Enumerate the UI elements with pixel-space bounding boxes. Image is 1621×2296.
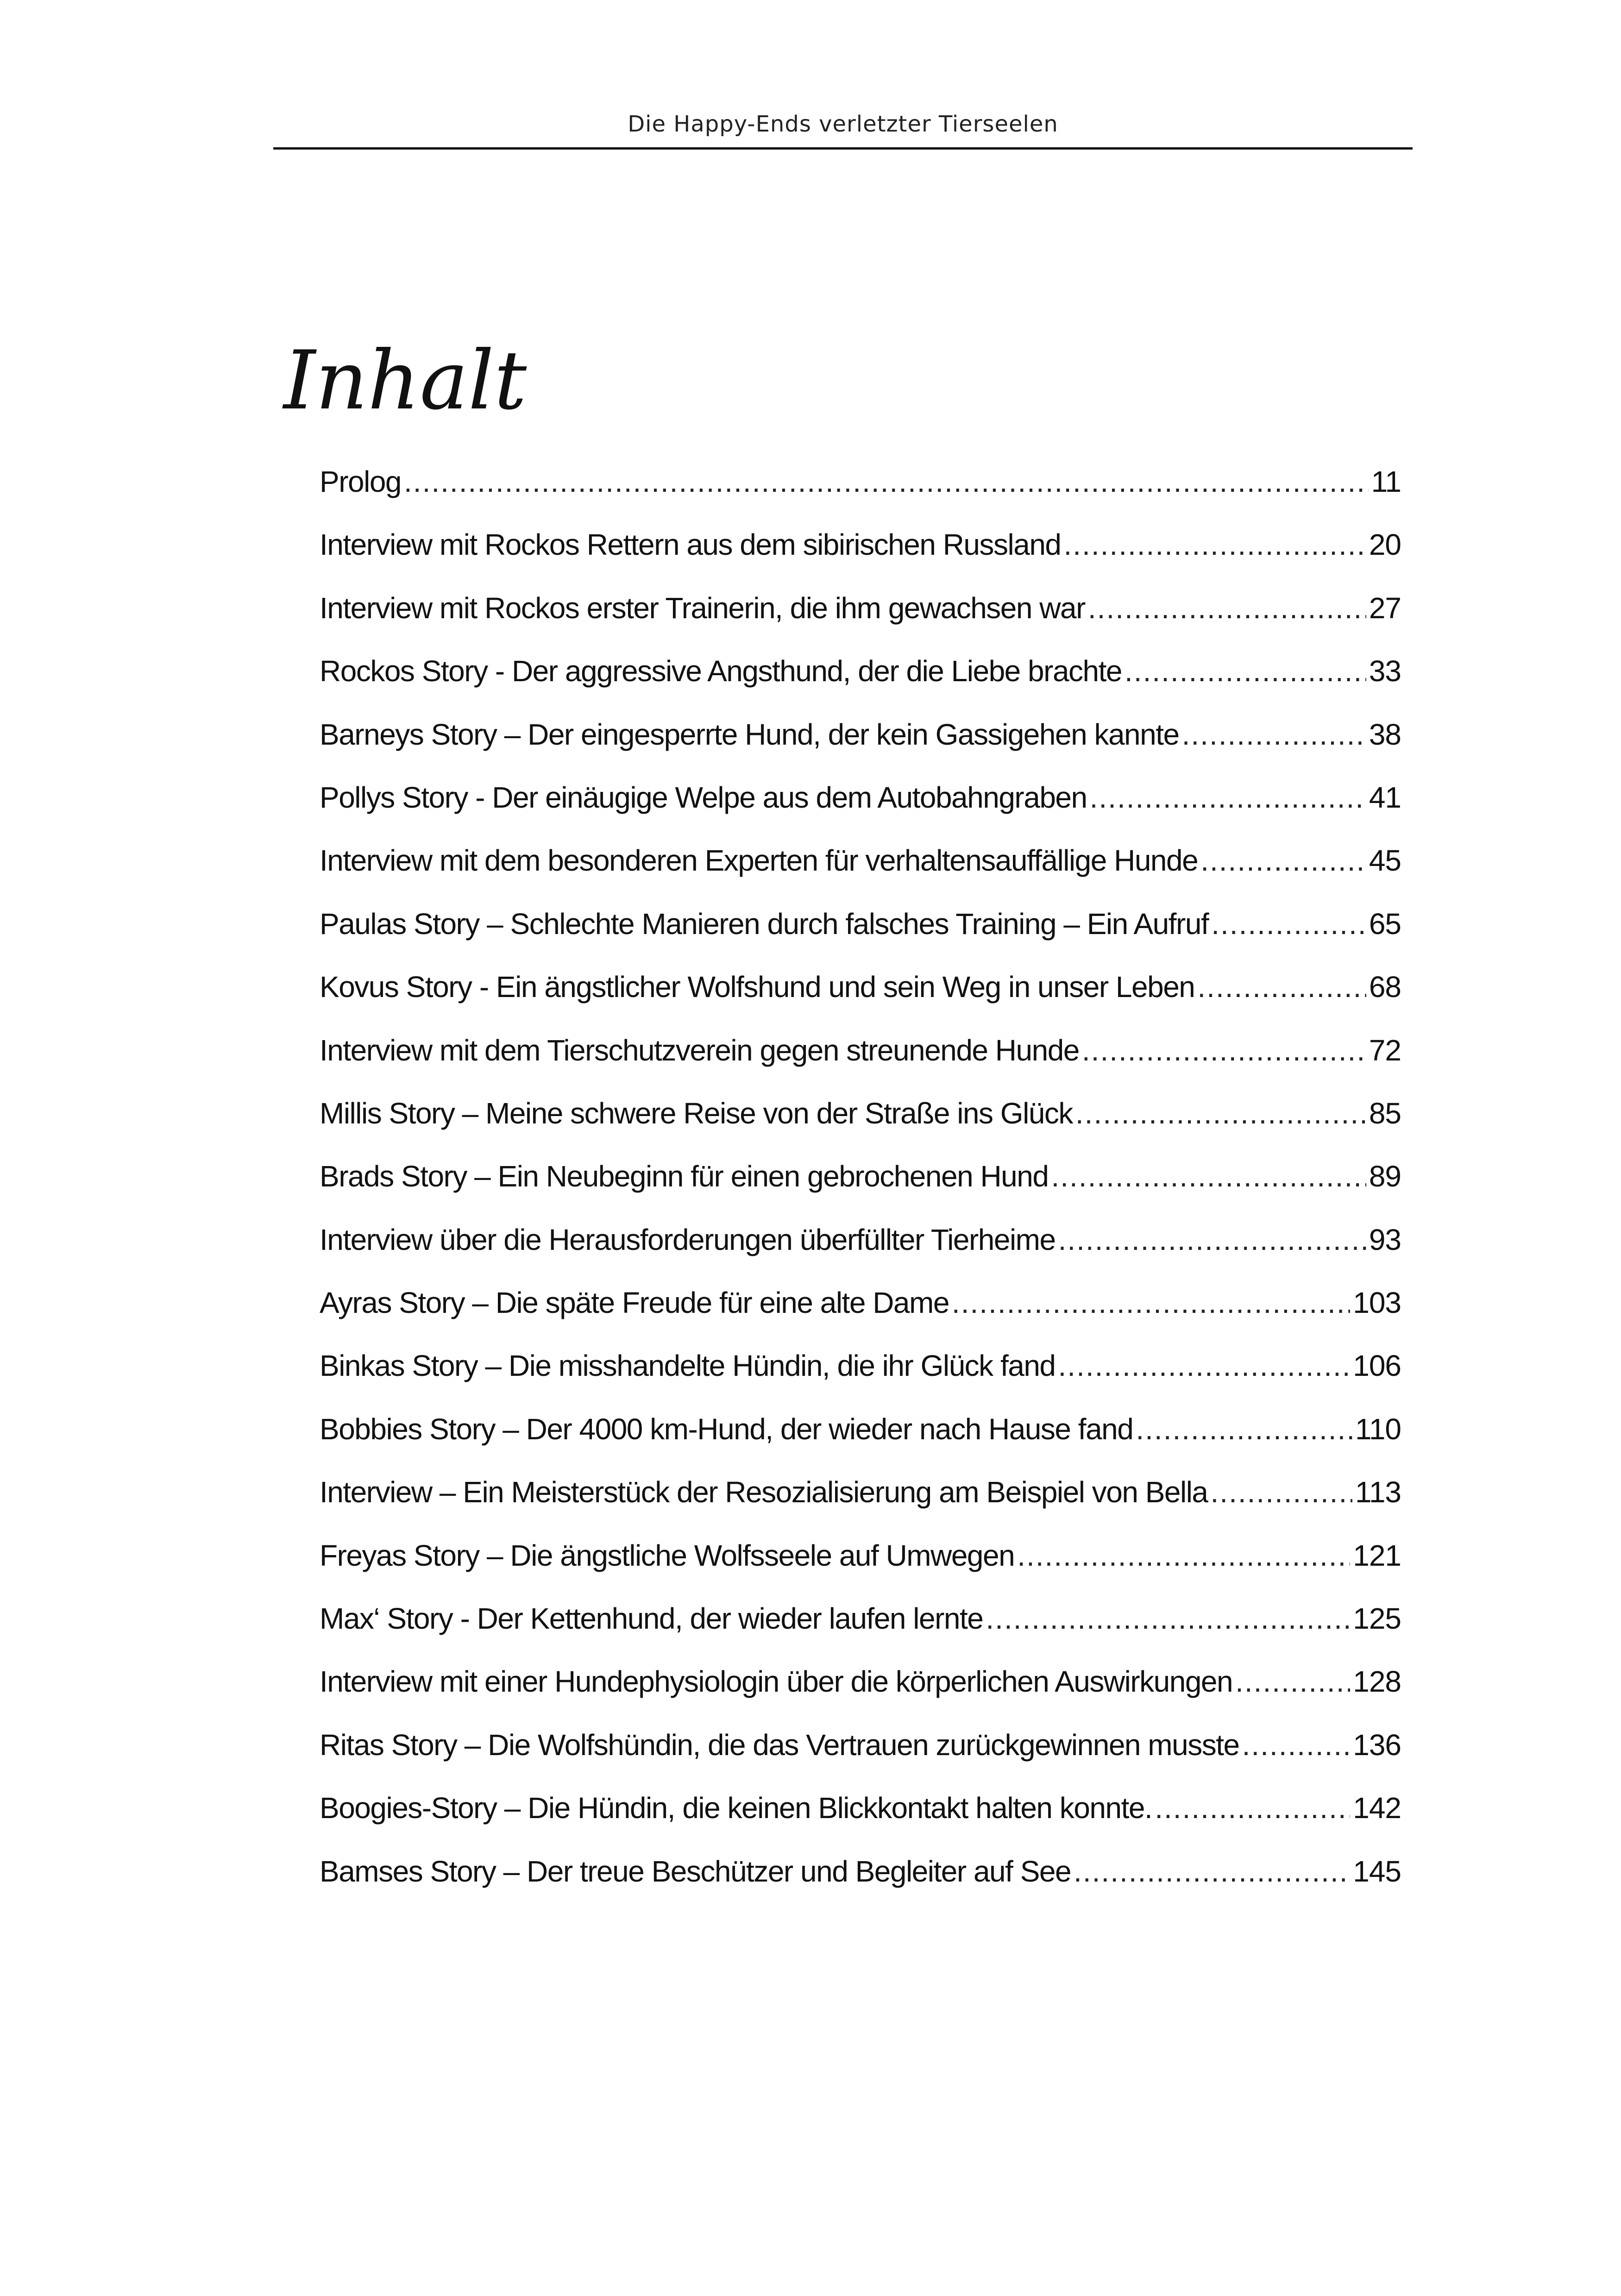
toc-entry [320, 1719, 1401, 1782]
toc-dot-leader [1211, 898, 1366, 949]
toc-entry [320, 519, 1401, 582]
toc-entry [320, 898, 1401, 961]
toc-entry-page: 85 [1369, 1096, 1401, 1130]
toc-entry [320, 1530, 1401, 1593]
toc-entry [320, 961, 1401, 1024]
toc-entry-page: 106 [1353, 1349, 1401, 1383]
toc-entry [320, 1467, 1401, 1530]
toc-entry-title: Interview – Ein Meisterstück der Resozialisierung am Beispiel von Bella [320, 1475, 1208, 1509]
toc-entry [320, 1214, 1401, 1277]
toc-dot-leader [1082, 1025, 1366, 1076]
toc-entry-title: Paulas Story – Schlechte Manieren durch falsches Training – Ein Aufruf [320, 907, 1209, 941]
toc-entry-page: 145 [1353, 1854, 1401, 1888]
toc-dot-leader [1125, 646, 1366, 696]
toc-entry-page: 113 [1355, 1475, 1401, 1509]
toc-entry [320, 1593, 1401, 1656]
toc-entry-page: 38 [1369, 717, 1401, 751]
toc-entry [320, 646, 1401, 709]
toc-entry-title: Bobbies Story – Der 4000 km-Hund, der wieder nach Hause fand [320, 1412, 1133, 1446]
toc-entry [320, 1656, 1401, 1719]
toc-entry [320, 1025, 1401, 1088]
toc-entry-title: Barneys Story – Der eingesperrte Hund, der kein Gassigehen kannte [320, 717, 1179, 751]
toc-entry-title: Bamses Story – Der treue Beschützer und Begleiter auf See [320, 1854, 1071, 1888]
toc-heading: Inhalt [283, 334, 527, 428]
toc-dot-leader [1155, 1782, 1350, 1833]
toc-entry-title: Interview mit dem Tierschutzverein gegen streunende Hunde [320, 1033, 1079, 1067]
toc-dot-leader [1051, 1151, 1366, 1202]
toc-entry [320, 583, 1401, 646]
toc-entry [320, 1151, 1401, 1214]
toc-entry-page: 68 [1369, 970, 1401, 1004]
toc-entry-title: Millis Story – Meine schwere Reise von der Straße ins Glück [320, 1096, 1073, 1130]
toc-dot-leader [1058, 1340, 1351, 1391]
toc-dot-leader [1074, 1846, 1350, 1897]
toc-entry-title: Ayras Story – Die späte Freude für eine alte Dame [320, 1286, 949, 1320]
toc-entry-page: 142 [1353, 1791, 1401, 1825]
toc-dot-leader [1197, 961, 1366, 1012]
toc-entry [320, 1782, 1401, 1845]
toc-entry-page: 33 [1369, 654, 1401, 688]
table-of-contents [320, 456, 1401, 1909]
toc-entry-page: 136 [1353, 1728, 1401, 1762]
toc-dot-leader [1136, 1404, 1352, 1455]
toc-entry-page: 11 [1371, 465, 1401, 498]
toc-entry [320, 1088, 1401, 1151]
toc-dot-leader [1235, 1656, 1350, 1707]
toc-entry [320, 835, 1401, 898]
toc-entry-page: 93 [1369, 1223, 1401, 1256]
toc-entry-title: Ritas Story – Die Wolfshündin, die das Vertrauen zurückgewinnen musste [320, 1728, 1239, 1762]
toc-entry [320, 772, 1401, 835]
toc-entry-page: 45 [1369, 844, 1401, 878]
toc-entry [320, 1277, 1401, 1340]
toc-entry-title: Interview mit dem besonderen Experten für verhaltensauffällige Hunde [320, 844, 1198, 878]
toc-entry-title: Max‘ Story - Der Kettenhund, der wieder laufen lernte [320, 1602, 983, 1636]
toc-dot-leader [1064, 519, 1366, 570]
toc-dot-leader [1242, 1719, 1351, 1770]
toc-dot-leader [1200, 835, 1366, 886]
toc-entry [320, 456, 1401, 519]
toc-dot-leader [1075, 1088, 1366, 1139]
toc-entry-page: 41 [1369, 780, 1401, 814]
toc-entry [320, 1340, 1401, 1403]
toc-entry-title: Interview über die Herausforderungen überfüllter Tierheime [320, 1223, 1056, 1256]
toc-entry-title: Interview mit Rockos Rettern aus dem sibirischen Russland [320, 528, 1061, 562]
toc-entry-title: Rockos Story - Der aggressive Angsthund, der die Liebe brachte [320, 654, 1122, 688]
toc-dot-leader [1017, 1530, 1350, 1581]
toc-entry-page: 121 [1353, 1538, 1401, 1572]
toc-entry [320, 1404, 1401, 1467]
toc-dot-leader [1088, 583, 1366, 634]
toc-dot-leader [1211, 1467, 1352, 1518]
toc-entry-title: Binkas Story – Die misshandelte Hündin, die ihr Glück fand [320, 1349, 1056, 1383]
toc-entry-page: 27 [1369, 591, 1401, 625]
toc-dot-leader [1058, 1214, 1366, 1265]
toc-entry-title: Prolog [320, 465, 401, 498]
toc-dot-leader [1090, 772, 1366, 823]
header-rule [273, 147, 1413, 150]
toc-entry-page: 125 [1353, 1602, 1401, 1636]
toc-entry-page: 65 [1369, 907, 1401, 941]
toc-dot-leader [1182, 709, 1366, 760]
toc-entry-page: 128 [1353, 1665, 1401, 1699]
toc-entry-page: 110 [1355, 1412, 1401, 1446]
toc-entry-title: Freyas Story – Die ängstliche Wolfsseele auf Umwegen [320, 1538, 1015, 1572]
toc-entry-title: Boogies-Story – Die Hündin, die keinen Blickkontakt halten konnte. [320, 1791, 1152, 1825]
toc-entry-title: Interview mit einer Hundephysiologin über die körperlichen Auswirkungen [320, 1665, 1233, 1699]
running-header: Die Happy-Ends verletzter Tierseelen [628, 111, 1058, 137]
toc-entry [320, 1846, 1401, 1909]
toc-dot-leader [986, 1593, 1350, 1644]
toc-entry-page: 72 [1369, 1033, 1401, 1067]
toc-entry-page: 20 [1369, 528, 1401, 562]
toc-entry [320, 709, 1401, 772]
toc-entry-page: 103 [1353, 1286, 1401, 1320]
toc-entry-title: Brads Story – Ein Neubeginn für einen gebrochenen Hund [320, 1160, 1049, 1193]
toc-dot-leader [952, 1277, 1350, 1328]
toc-dot-leader [404, 456, 1369, 507]
toc-entry-title: Kovus Story - Ein ängstlicher Wolfshund und sein Weg in unser Leben [320, 970, 1195, 1004]
toc-entry-title: Interview mit Rockos erster Trainerin, die ihm gewachsen war [320, 591, 1085, 625]
toc-entry-page: 89 [1369, 1160, 1401, 1193]
toc-entry-title: Pollys Story - Der einäugige Welpe aus dem Autobahngraben [320, 780, 1087, 814]
